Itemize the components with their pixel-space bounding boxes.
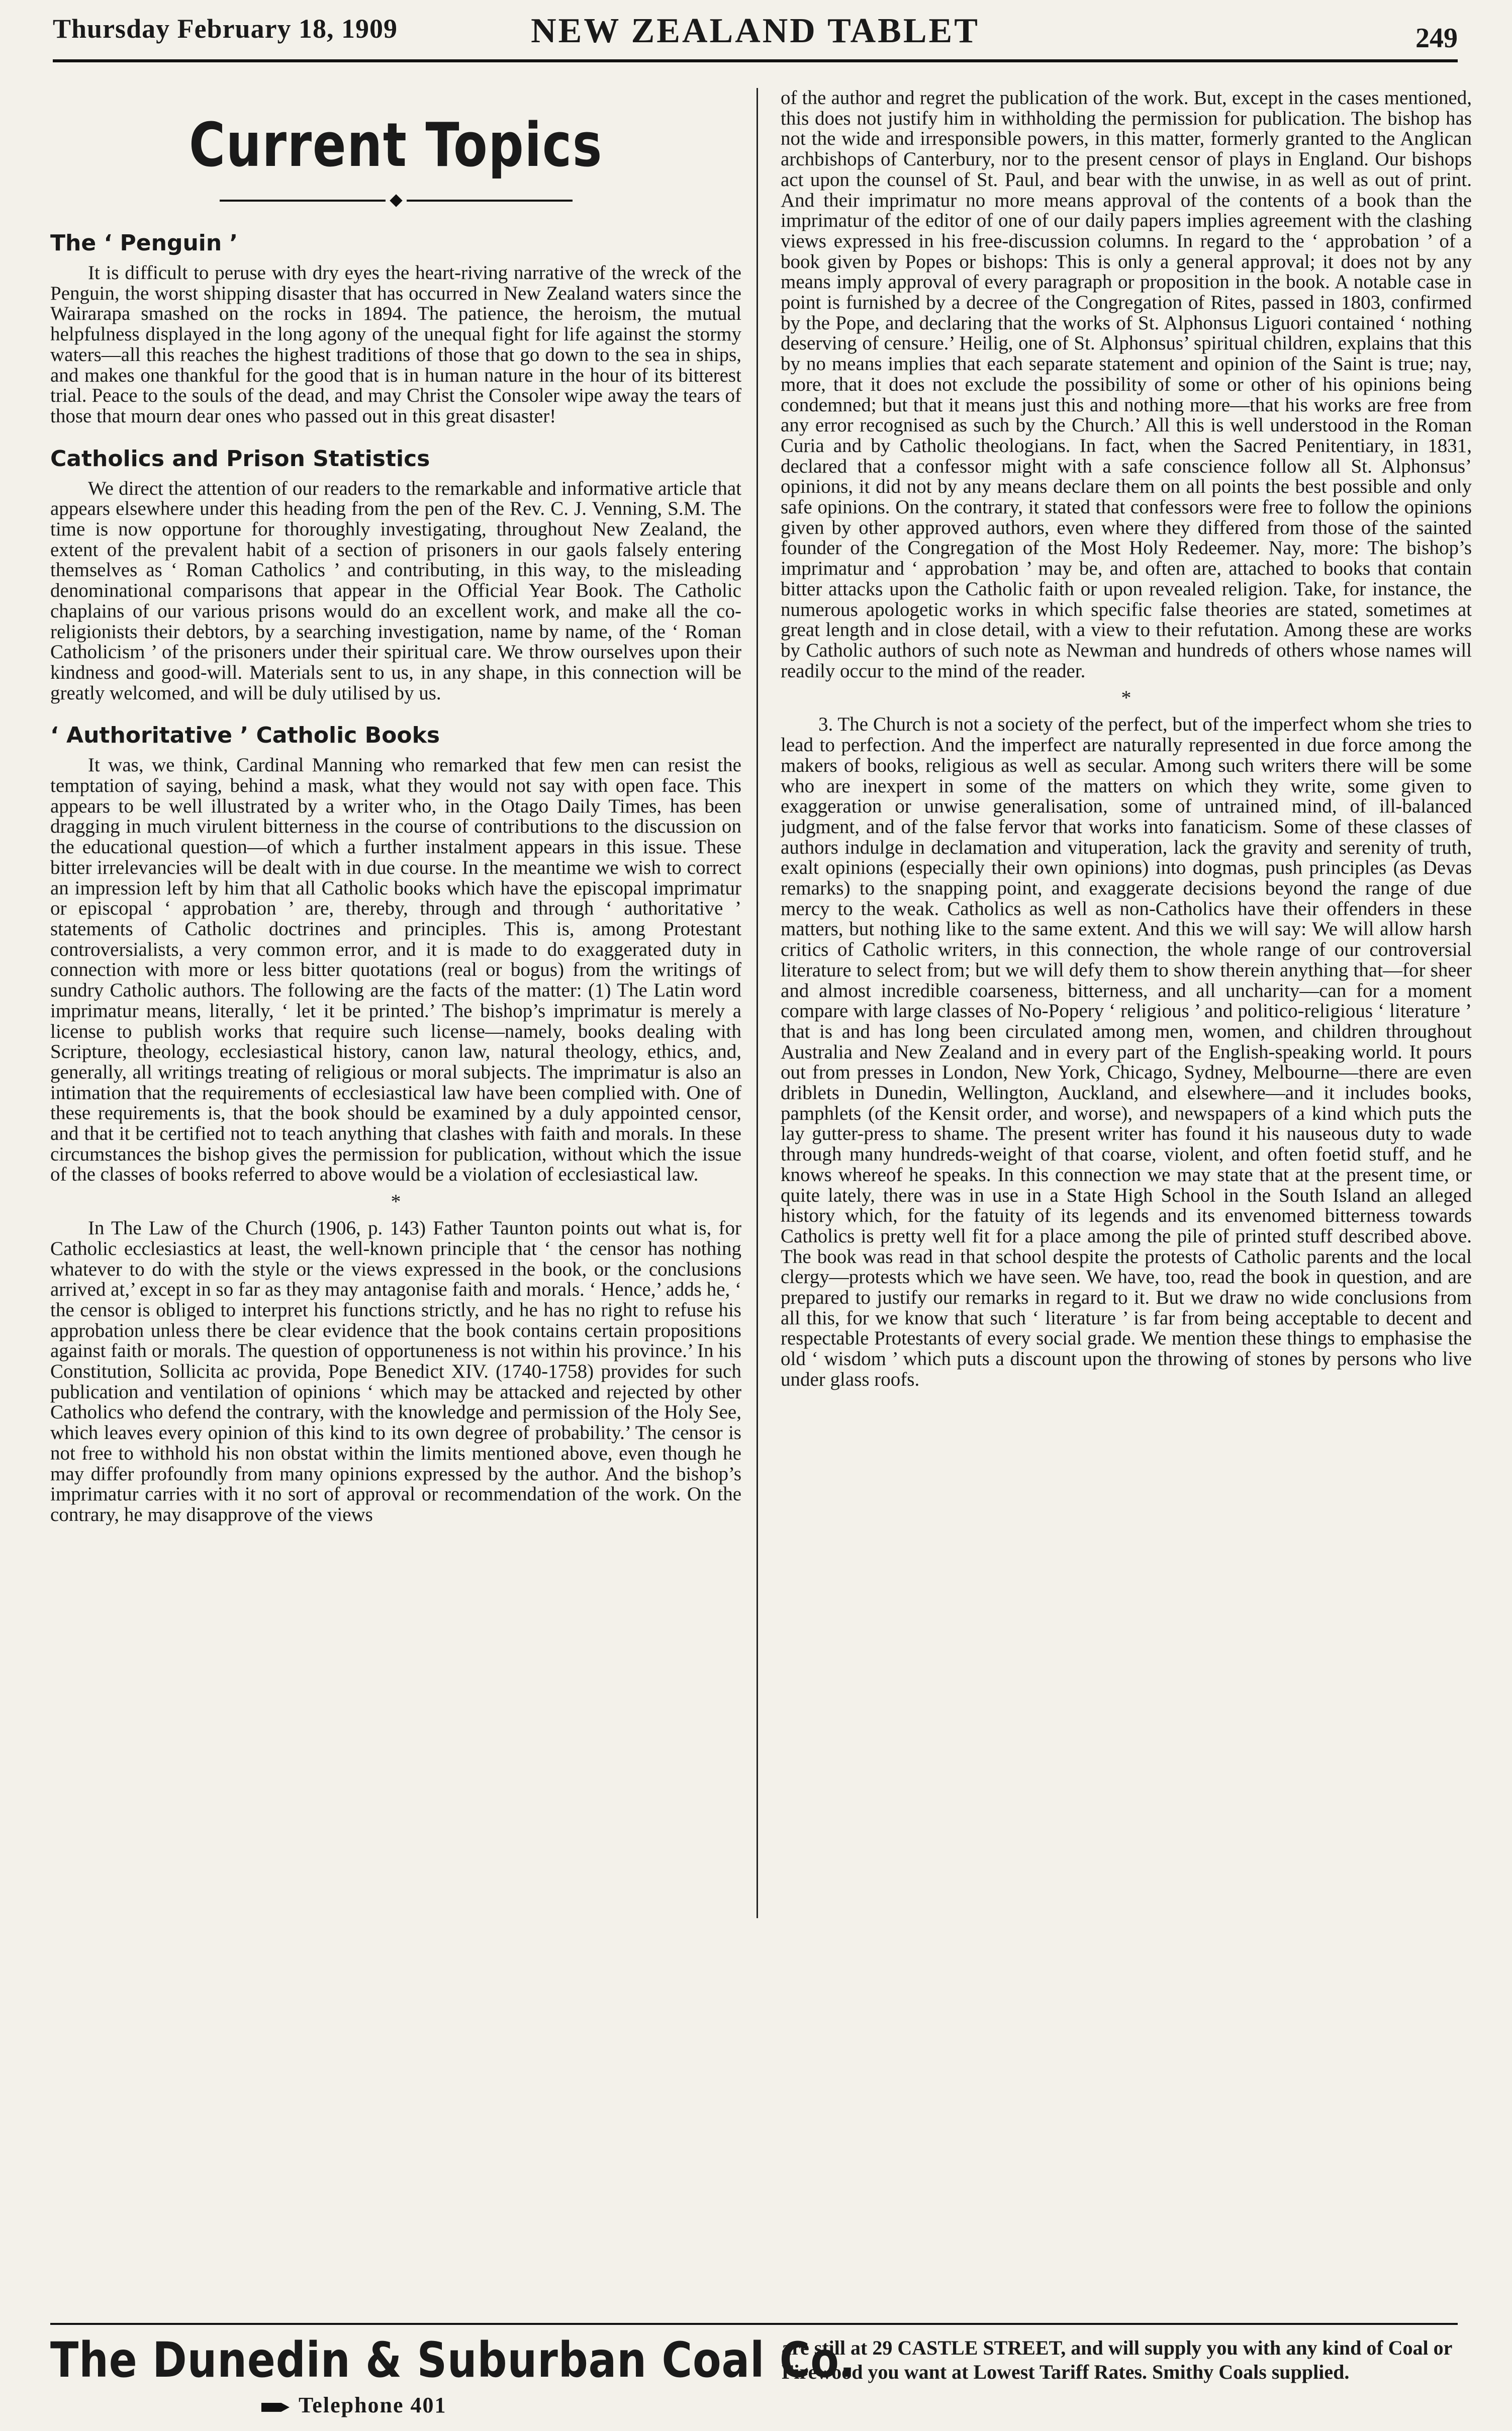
ornament-line [407, 200, 573, 202]
penguin-paragraph: It is difficult to peruse with dry eyes the heart-riving narrative of the wreck of the Penguin, the worst shipping disaster that has occurred in New Zealand waters since the Wairarapa smashed on the rocks in 1894. The patience, the heroism, the mutual helpfulness displayed in the long agony of the unequal fight for life against the stormy waters—all this reaches the highest traditions of those that go down to the sea in ships, and makes one thankful for the good that is in human nature in the hour of its bitterest trial. Peace to the souls of the dead, and may Christ the Consoler wipe away the tears of those that mourn dear ones who passed out in this great disaster! [50, 262, 741, 427]
law-of-church-paragraph: In The Law of the Church (1906, p. 143) Father Taunton points out what is, for Catholic ecclesiastics at least, the well-known principle that ‘ the censor has nothing whatever to do with the style or the views expressed in the book, or the conclusions arrived at,’ except in so far as they may antagonise faith and morals. ‘ Hence,’ adds he, ‘ the censor is obliged to interpret his functions strictly, and he has no right to refuse his approbation unless there be clear evidence that the book contains certain propositions against faith or morals. The question of opportuneness is not within his province.’ In his Constitution, Sollicita ac provida, Pope Benedict XIV. (1740-1758) provides for such publication and ventilation of opinions ‘ which may be attacked and rejected by other Catholics who defend the contrary, with the knowledge and permission of the Holy See, which leaves every opinion of this kind to its own degree of probability.’ The censor is not free to withhold his non obstat within the limits mentioned above, even though he may differ profoundly from many opinions expressed by the author. And the bishop’s imprimatur carries with it no sort of approval or recommendation of the work. On the contrary, he may disapprove of the views [50, 1217, 741, 1525]
telephone-line [261, 2392, 447, 2418]
advertisement-text: are still at 29 CASTLE STREET, and will supply you with any kind of Coal or Firewood you want at Lowest Tariff Rates. Smithy Coals supplied. [782, 2336, 1452, 2383]
ornament-line [220, 200, 386, 202]
telephone-number: Telephone 401 [299, 2393, 447, 2417]
newspaper-title: NEW ZEALAND TABLET [531, 12, 980, 50]
continued-paragraph: of the author and regret the publication of the work. But, except in the cases mentioned, this does not justify him in withholding the permission for publication. The bishop has not the wide and irresponsible powers, in this matter, formerly granted to the Anglican archbishops of Canterbury, nor to the present censor of plays in England. Our bishops act upon the counsel of St. Paul, and bear with the unwise, in as well as out of print. And their imprimatur no more means approval of the contents of a book than the imprimatur of the editor of one of our daily papers implies agreement with the clashing views expressed in his free-discussion columns. In regard to the ‘ approbation ’ of a book given by Popes or bishops: This is only a general approval; it does not by any means imply approval of every paragraph or proposition in the book. A notable case in point is furnished by a decree of the Congregation of Rites, passed in 1803, confirmed by the Pope, and declaring that the works of St. Alphonsus Liguori contained ‘ nothing deserving of censure.’ Heilig, one of St. Alphonsus’ spiritual children, explains that this by no means implies that each separate statement and opinion of the Saint is true; nay, more, that it does not exclude the possibility of some or other of his opinions being condemned; but that it means just this and nothing more—that his works are free from any error recognised as such by the Church.’ All this is well understood in the Roman Curia and by Catholic theologians. In fact, when the Sacred Penitentiary, in 1831, declared that a confessor might with a safe conscience follow all St. Alphonsus’ opinions, it did not by any means declare them on all points the best possible and only safe opinions. On the contrary, it stated that confessors were free to follow the opinions given by other approved authors, even where they differed from those of the sainted founder of the Congregation of the Most Holy Redeemer. Nay, more: The bishop’s imprimatur and ‘ approbation ’ may be, and often are, attached to books that contain bitter attacks upon the Catholic faith or upon revealed religion. Take, for instance, the numerous apologetic works in which specific false theories are stated, sometimes at great length and in close detail, with a view to their refutation. Among these are works by Catholic authors of such note as Newman and hundreds of others whose names will readily occur to the mind of the reader. [781, 88, 1472, 682]
section-asterisk: * [391, 1190, 401, 1213]
current-topics-banner: Current Topics [188, 111, 603, 181]
authoritative-books-heading: ‘ Authoritative ’ Catholic Books [50, 723, 440, 749]
masthead [53, 4, 1458, 62]
section-asterisk: * [1121, 686, 1131, 709]
prison-statistics-paragraph: We direct the attention of our readers to the remarkable and informative article that appears elsewhere under this heading from the pen of the Rev. C. J. Venning, S.M. The time is now opportune for thoroughly investigating, throughout New Zealand, the extent of the prevalent habit of a section of prisoners in our gaols falsely entering themselves as ‘ Roman Catholics ’ and contributing, in this way, to the misleading denominational comparisons that appear in the Official Year Book. The Catholic chaplains of our various prisons would do an excellent work, and make all the co-religionists their debtors, by a searching investigation, name by name, of the ‘ Roman Catholicism ’ of the prisoners under their spiritual care. We throw ourselves upon their kindness and good-will. Materials sent to us, in any shape, in this connection will be greatly welcomed, and will be duly utilised by us. [50, 477, 741, 704]
authoritative-books-paragraph: It was, we think, Cardinal Manning who remarked that few men can resist the temptation of saying, behind a mask, what they would not say with open face. This appears to be well illustrated by a writer who, in the Otago Daily Times, has been dragging in much virulent bitterness in the course of contributions to the discussion on the educational question—of which a further instalment appears in this issue. These bitter irrelevancies will be dealt with in due course. In the meantime we wish to correct an impression left by him that all Catholic books which have the episcopal imprimatur or episcopal ‘ approbation ’ are, thereby, through and through ‘ authoritative ’ statements of Catholic doctrines and principles. This is, among Protestant controversialists, a very common error, and it is made to do exaggerated duty in connection with more or less bitter quotations (real or bogus) from the writings of sundry Catholic authors. The following are the facts of the matter: (1) The Latin word imprimatur means, literally, ‘ let it be printed.’ The bishop’s imprimatur is merely a license to publish works that require such license—namely, books dealing with Scripture, theology, ecclesiastical history, canon law, natural theology, ethics, and, generally, all writings treating of religious or moral subjects. The imprimatur is also an intimation that the requirements of ecclesiastical law have been complied with. One of these requirements is, that the book should be examined by a duly appointed censor, and that it be certified not to teach anything that clashes with faith and morals. In these circumstances the bishop gives the permission for publication, without which the issue of the classes of books referred to above would be a violation of ecclesiastical law. [50, 754, 741, 1186]
column-divider [757, 88, 758, 1918]
coal-company-name: The Dunedin & Suburban Coal Co. [50, 2332, 856, 2388]
masthead-rule [53, 59, 1458, 62]
title-ornament [50, 186, 741, 211]
footer-rule [50, 2323, 1458, 2325]
issue-date: Thursday February 18, 1909 [53, 14, 398, 44]
church-not-perfect-paragraph: 3. The Church is not a society of the perfect, but of the imperfect whom she tries to lead to perfection. And the imperfect are naturally represented in due force among the makers of books, religious as well as secular. Among such writers there will be some who are inexpert in some of the matters on which they write, some given to exaggeration or unwise generalisation, some of untrained mind, of ill-balanced judgment, and of the false fervor that works into fanaticism. Some of these classes of authors indulge in declamation and vituperation, lack the gravity and serenity of truth, exalt opinions (especially their own opinions) into dogmas, push principles (as Devas remarks) to the snapping point, and exaggerate decisions beyond the range of due mercy to the weak. Catholics as well as non-Catholics have their offenders in these matters, but nothing like to the same extent. And this we will say: We will allow harsh critics of Catholic writers, in this connection, the whole range of our controversial literature to select from; but we will defy them to show therein anything that—for sheer and almost incredible coarseness, bitterness, and all uncharity—can for a moment compare with large classes of No-Popery ‘ religious ’ and politico-religious ‘ literature ’ that is and has long been circulated among men, women, and children throughout Australia and New Zealand and in every part of the English-speaking world. It pours out from presses in London, New York, Chicago, Sydney, Melbourne—there are even driblets in Dunedin, Wellington, Auckland, and elsewhere—and it includes books, pamphlets (of the Kensit order, and worse), and newspapers of a kind which puts the lay gutter-press to shame. The present writer has found it his nauseous duty to wade through many hundreds-weight of that coarse, violent, and often foetid stuff, and he knows whereof he speaks. In this connection we may state that at the present time, or quite lately, there was in use in a State High School in the South Island an alleged history which, for the fatuity of its legends and its envenomed bitterness towards Catholics is pretty well fit for a place among the pile of printed stuff described above. The book was read in that school despite the protests of Catholic parents and the local clergy—protests which we have seen. We have, too, read the book in question, and are prepared to justify our remarks in regard to it. But we draw no wide conclusions from all this, for we know that such ‘ literature ’ is far from being acceptable to decent and respectable Protestants of every social grade. We mention these things to emphasise the old ‘ wisdom ’ which puts a discount upon the throwing of stones by persons who live under glass roofs. [781, 713, 1472, 1390]
right-column [781, 88, 1472, 1918]
penguin-heading: The ‘ Penguin ’ [50, 230, 238, 256]
pointing-hand-icon [261, 2403, 290, 2412]
prison-statistics-heading: Catholics and Prison Statistics [50, 445, 430, 472]
diamond-icon [390, 194, 402, 207]
coal-company-advertisement [50, 2329, 1458, 2424]
left-column [50, 88, 741, 1918]
page-number: 249 [1415, 23, 1458, 54]
